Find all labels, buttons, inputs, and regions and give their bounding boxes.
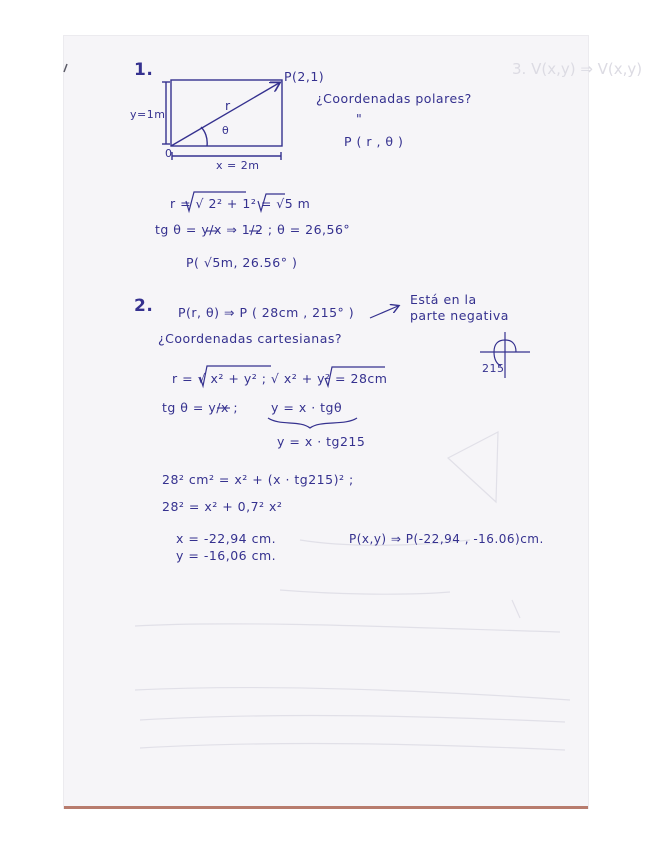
- given-polar: P(r, θ) ⇒ P ( 28cm , 215° ): [178, 305, 355, 320]
- y-label: y=1m: [130, 108, 166, 121]
- tg-calculation: tg θ = y/x ⇒ 1/2 ; θ = 26,56°: [155, 222, 351, 237]
- bleed-through-text: 3. V(x,y) ⇒ V(x,y): [512, 60, 643, 78]
- r-equation: r = √ x² + y² ; √ x² + y² = 28cm: [172, 371, 388, 386]
- origin-label: 0: [165, 147, 173, 160]
- y-substituted: y = x · tg215: [277, 434, 366, 449]
- problem-1-number: 1.: [134, 60, 154, 80]
- note-line-1: Está en la: [410, 292, 477, 307]
- theta-label: θ: [222, 124, 230, 137]
- angle-label: 215: [482, 362, 505, 375]
- y-equation: y = x · tgθ: [271, 400, 343, 415]
- target-polar: P ( r , θ ): [344, 134, 404, 149]
- x-label: x = 2m: [216, 159, 260, 172]
- equation-2: 28² = x² + 0,7² x²: [162, 499, 283, 514]
- rectangle-diagram: [162, 80, 282, 160]
- note-line-2: parte negativa: [410, 308, 509, 323]
- question-2: ¿Coordenadas cartesianas?: [158, 331, 343, 346]
- brace: [268, 418, 357, 428]
- y-value: y = -16,06 cm.: [176, 548, 277, 563]
- question-1: ¿Coordenadas polares?: [316, 91, 472, 106]
- problem-2-number: 2.: [134, 296, 154, 316]
- margin-mark: [64, 64, 67, 72]
- equation-1: 28² cm² = x² + (x · tg215)² ;: [162, 472, 354, 487]
- answer-1: P( √5m, 26.56° ): [186, 255, 298, 270]
- answer-2: P(x,y) ⇒ P(-22,94 , -16.06)cm.: [349, 532, 544, 546]
- note-arrow: [370, 306, 398, 318]
- r-label: r: [225, 98, 231, 113]
- point-label: P(2,1): [284, 69, 325, 84]
- ditto-mark: ": [356, 111, 363, 126]
- x-value: x = -22,94 cm.: [176, 531, 277, 546]
- tg-equation: tg θ = y/x ;: [162, 400, 239, 415]
- r-calculation: r = √ 2² + 1² = √5 m: [170, 196, 311, 211]
